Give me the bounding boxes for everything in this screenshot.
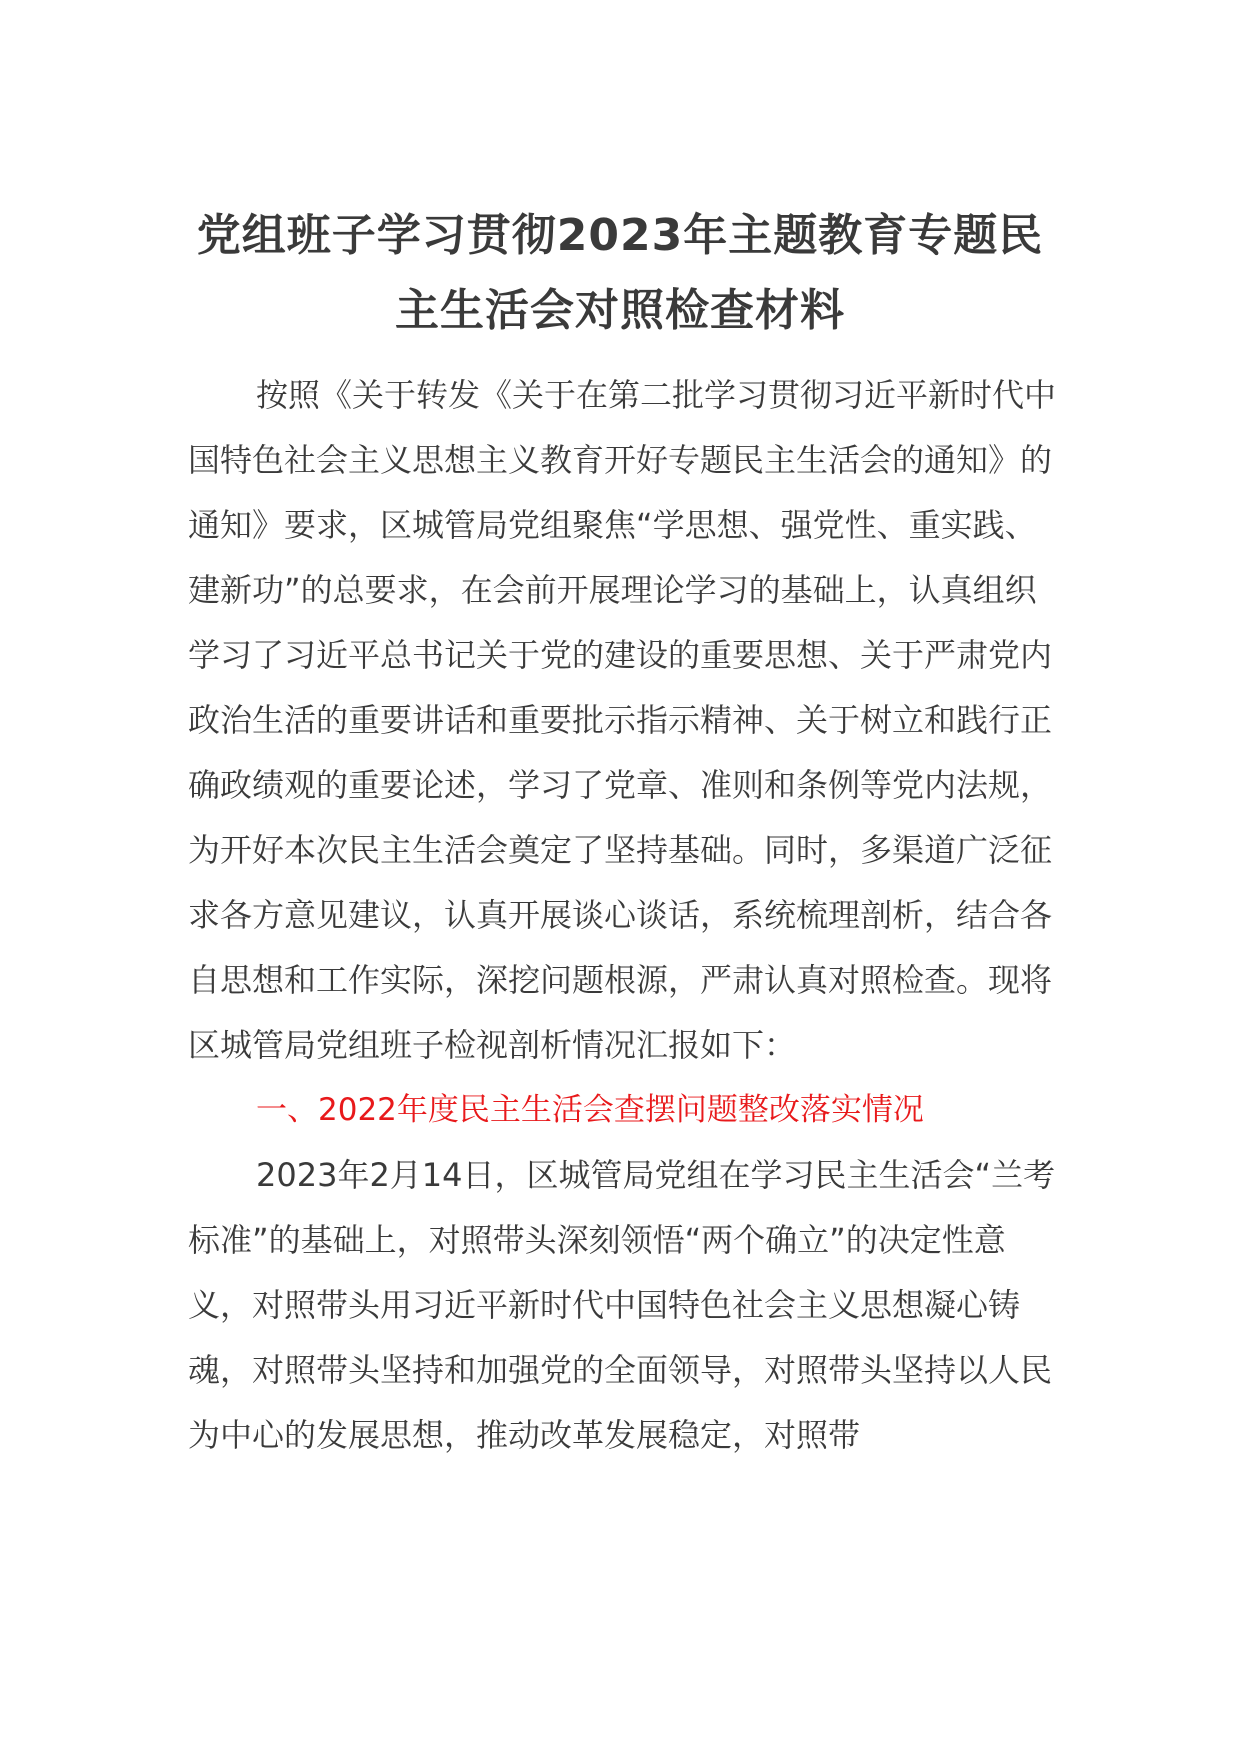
- paragraph-rectification: 2023年2月14日，区城管局党组在学习民主生活会“兰考标准”的基础上，对照带头深刻领悟“两个确立”的决定性意义，对照带头用习近平新时代中国特色社会主义思想凝心铸魂，对照带头坚持和加强党的全面领导，对照带头坚持以人民为中心的发展思想，推动改革发展稳定，对照带: [188, 1156, 1056, 1454]
- paragraph-intro: 按照《关于转发《关于在第二批学习贯彻习近平新时代中国特色社会主义思想主义教育开好专题民主生活会的通知》的通知》要求，区城管局党组聚焦“学思想、强党性、重实践、建新功”的总要求，在会前开展理论学习的基础上，认真组织学习了习近平总书记关于党的建设的重要思想、关于严肃党内政治生活的重要讲话和重要批示指示精神、关于树立和践行正确政绩观的重要论述，学习了党章、准则和条例等党内法规，为开好本次民主生活会奠定了坚持基础。同时，多渠道广泛征求各方意见建议，认真开展谈心谈话，系统梳理剖析，结合各自思想和工作实际，深挖问题根源，严肃认真对照检查。现将区城管局党组班子检视剖析情况汇报如下：: [188, 376, 1057, 1064]
- document-title: [178, 198, 1062, 348]
- title-line-1: 党组班子学习贯彻2023年主题教育专题民: [196, 210, 1044, 261]
- section-heading-1: 一、2022年度民主生活会查摆问题整改落实情况: [256, 1092, 924, 1128]
- title-line-2: 主生活会对照检查材料: [395, 285, 845, 336]
- document-body: [188, 363, 1058, 1468]
